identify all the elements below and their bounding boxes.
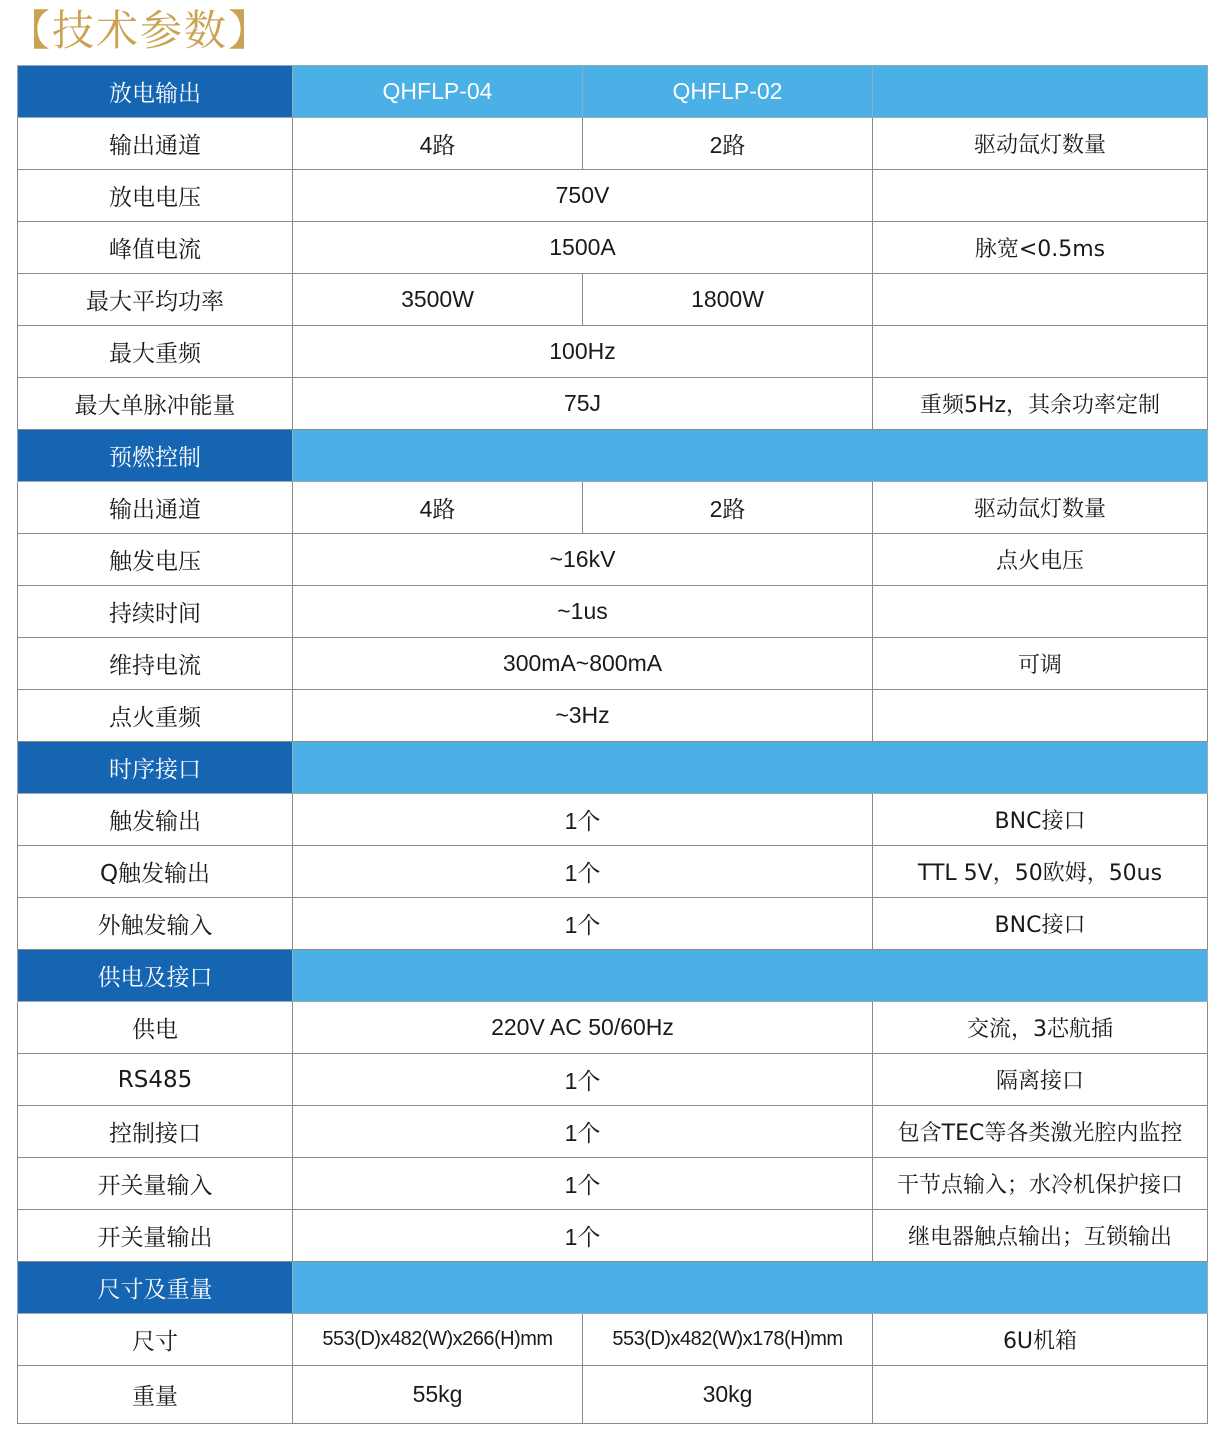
value-a: 4路 bbox=[293, 118, 583, 170]
table-row bbox=[18, 1314, 1208, 1366]
row-note: BNC接口 bbox=[873, 898, 1208, 950]
row-value: 1个 bbox=[293, 1054, 873, 1106]
value-a: 3500W bbox=[293, 274, 583, 326]
row-note: 驱动氙灯数量 bbox=[873, 482, 1208, 534]
table-row bbox=[18, 274, 1208, 326]
row-note: 干节点输入；水冷机保护接口 bbox=[873, 1158, 1208, 1210]
row-note bbox=[873, 690, 1208, 742]
section-header-fill bbox=[293, 430, 1208, 482]
row-value: 1500A bbox=[293, 222, 873, 274]
row-label: Q触发输出 bbox=[18, 846, 293, 898]
table-row bbox=[18, 1054, 1208, 1106]
row-label: 输出通道 bbox=[18, 482, 293, 534]
table-row bbox=[18, 378, 1208, 430]
table-row bbox=[18, 170, 1208, 222]
row-label: 最大平均功率 bbox=[18, 274, 293, 326]
row-value: 1个 bbox=[293, 846, 873, 898]
value-b: 30kg bbox=[583, 1366, 873, 1424]
table-row bbox=[18, 222, 1208, 274]
table-row bbox=[18, 482, 1208, 534]
section-header-row bbox=[18, 1262, 1208, 1314]
section-header-fill bbox=[293, 1262, 1208, 1314]
table-row bbox=[18, 638, 1208, 690]
section-header-row bbox=[18, 950, 1208, 1002]
value-b: 2路 bbox=[583, 118, 873, 170]
row-label: 控制接口 bbox=[18, 1106, 293, 1158]
table-row bbox=[18, 586, 1208, 638]
row-note: 包含TEC等各类激光腔内监控 bbox=[873, 1106, 1208, 1158]
table-row bbox=[18, 794, 1208, 846]
row-value: 300mA~800mA bbox=[293, 638, 873, 690]
row-value: ~3Hz bbox=[293, 690, 873, 742]
row-note: 隔离接口 bbox=[873, 1054, 1208, 1106]
row-note bbox=[873, 326, 1208, 378]
row-note: BNC接口 bbox=[873, 794, 1208, 846]
row-label: 最大单脉冲能量 bbox=[18, 378, 293, 430]
row-note bbox=[873, 170, 1208, 222]
spec-table bbox=[17, 65, 1208, 1424]
model-b-header: QHFLP-02 bbox=[583, 66, 873, 118]
table-row bbox=[18, 1210, 1208, 1262]
section-label: 放电输出 bbox=[18, 66, 293, 118]
row-value: ~1us bbox=[293, 586, 873, 638]
section-header-fill bbox=[293, 950, 1208, 1002]
section-header-row bbox=[18, 430, 1208, 482]
row-note: 脉宽<0.5ms bbox=[873, 222, 1208, 274]
section-label: 预燃控制 bbox=[18, 430, 293, 482]
row-note bbox=[873, 1366, 1208, 1424]
row-value: 1个 bbox=[293, 898, 873, 950]
model-a-header: QHFLP-04 bbox=[293, 66, 583, 118]
row-note: TTL 5V，50欧姆，50us bbox=[873, 846, 1208, 898]
row-value: ~16kV bbox=[293, 534, 873, 586]
value-a: 55kg bbox=[293, 1366, 583, 1424]
row-note: 可调 bbox=[873, 638, 1208, 690]
row-label: RS485 bbox=[18, 1054, 293, 1106]
row-label: 持续时间 bbox=[18, 586, 293, 638]
row-note: 重频5Hz，其余功率定制 bbox=[873, 378, 1208, 430]
row-value: 1个 bbox=[293, 1106, 873, 1158]
table-row bbox=[18, 898, 1208, 950]
row-note: 继电器触点输出；互锁输出 bbox=[873, 1210, 1208, 1262]
row-value: 100Hz bbox=[293, 326, 873, 378]
row-label: 触发电压 bbox=[18, 534, 293, 586]
table-row bbox=[18, 1002, 1208, 1054]
row-value: 1个 bbox=[293, 1210, 873, 1262]
row-value: 1个 bbox=[293, 794, 873, 846]
row-label: 放电电压 bbox=[18, 170, 293, 222]
row-label: 最大重频 bbox=[18, 326, 293, 378]
row-value: 1个 bbox=[293, 1158, 873, 1210]
row-label: 峰值电流 bbox=[18, 222, 293, 274]
value-a: 553(D)x482(W)x266(H)mm bbox=[293, 1314, 583, 1366]
row-note bbox=[873, 586, 1208, 638]
row-note: 点火电压 bbox=[873, 534, 1208, 586]
note-header bbox=[873, 66, 1208, 118]
table-row bbox=[18, 846, 1208, 898]
row-note bbox=[873, 274, 1208, 326]
table-row bbox=[18, 690, 1208, 742]
value-b: 1800W bbox=[583, 274, 873, 326]
row-note: 驱动氙灯数量 bbox=[873, 118, 1208, 170]
section-header-fill bbox=[293, 742, 1208, 794]
row-note: 6U机箱 bbox=[873, 1314, 1208, 1366]
section-header-row bbox=[18, 742, 1208, 794]
value-b: 2路 bbox=[583, 482, 873, 534]
section-label: 尺寸及重量 bbox=[18, 1262, 293, 1314]
row-value: 750V bbox=[293, 170, 873, 222]
value-a: 4路 bbox=[293, 482, 583, 534]
table-row bbox=[18, 1106, 1208, 1158]
section-header-row bbox=[18, 66, 1208, 118]
value-b: 553(D)x482(W)x178(H)mm bbox=[583, 1314, 873, 1366]
section-label: 时序接口 bbox=[18, 742, 293, 794]
row-value: 75J bbox=[293, 378, 873, 430]
row-label: 点火重频 bbox=[18, 690, 293, 742]
row-label: 触发输出 bbox=[18, 794, 293, 846]
table-row bbox=[18, 326, 1208, 378]
row-label: 开关量输入 bbox=[18, 1158, 293, 1210]
row-label: 维持电流 bbox=[18, 638, 293, 690]
row-note: 交流，3芯航插 bbox=[873, 1002, 1208, 1054]
row-label: 供电 bbox=[18, 1002, 293, 1054]
row-label: 重量 bbox=[18, 1366, 293, 1424]
table-row bbox=[18, 534, 1208, 586]
row-label: 开关量输出 bbox=[18, 1210, 293, 1262]
table-row bbox=[18, 118, 1208, 170]
page-title: 【技术参数】 bbox=[8, 6, 273, 55]
row-label: 输出通道 bbox=[18, 118, 293, 170]
table-row bbox=[18, 1158, 1208, 1210]
row-value: 220V AC 50/60Hz bbox=[293, 1002, 873, 1054]
section-label: 供电及接口 bbox=[18, 950, 293, 1002]
row-label: 尺寸 bbox=[18, 1314, 293, 1366]
table-row bbox=[18, 1366, 1208, 1424]
row-label: 外触发输入 bbox=[18, 898, 293, 950]
